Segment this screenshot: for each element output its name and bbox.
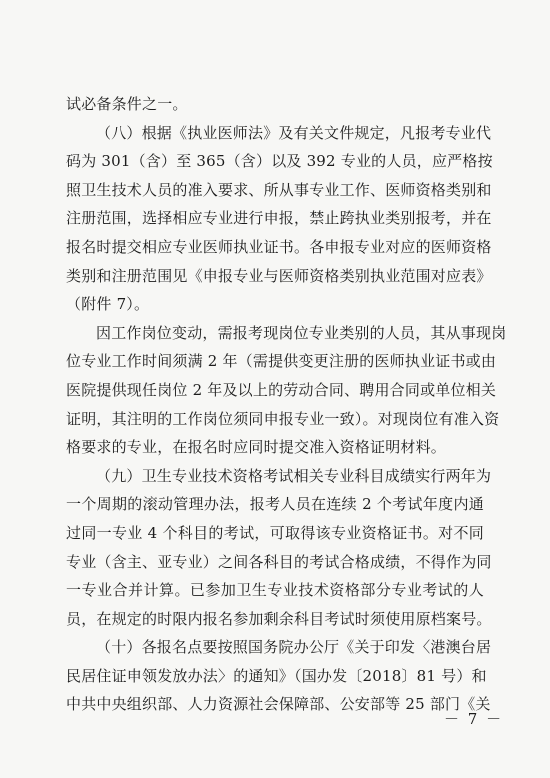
text-line: 医院提供现任岗位 2 年及以上的劳动合同、聘用合同或单位相关 bbox=[66, 380, 497, 399]
text-line: 码为 301（含）至 365（含）以及 392 专业的人员，应严格按 bbox=[66, 152, 493, 171]
text-line: 位专业工作时间须满 2 年（需提供变更注册的医师执业证书或由 bbox=[66, 352, 497, 371]
text-line: 员，在规定的时限内报名参加剩余科目考试时须使用原档案号。 bbox=[66, 609, 492, 628]
text-line: （附件 7）。 bbox=[66, 295, 150, 314]
text-line: 类别和注册范围见《申报专业与医师资格类别执业范围对应表》 bbox=[66, 266, 492, 285]
text-line: 一专业合并计算。已参加卫生专业技术资格部分专业考试的人 bbox=[66, 581, 484, 600]
text-line: 一个周期的滚动管理办法，报考人员在连续 2 个考试年度内通 bbox=[66, 495, 484, 514]
text-line: 照卫生技术人员的准入要求、所从事专业工作、医师资格类别和 bbox=[66, 180, 492, 199]
text-line: 专业（含主、亚专业）之间各科目的考试合格成绩，不得作为同 bbox=[66, 552, 492, 571]
body-text bbox=[66, 90, 507, 719]
text-line: 注册范围，选择相应专业进行申报，禁止跨执业类别报考，并在 bbox=[66, 209, 492, 228]
page-number: － 7 － bbox=[444, 710, 504, 728]
text-line: 试必备条件之一。 bbox=[66, 95, 188, 113]
text-line: 因工作岗位变动，需报考现岗位专业类别的人员，其从事现岗 bbox=[96, 323, 507, 342]
text-line: 过同一专业 4 个科目的考试，可取得该专业资格证书。对不同 bbox=[66, 523, 484, 542]
text-line: 民居住证申领发放办法〉的通知》（国办发〔2018〕81 号）和 bbox=[66, 666, 487, 685]
text-line: 格要求的专业，在报名时应同时提交准入资格证明材料。 bbox=[66, 438, 447, 457]
text-line: （九）卫生专业技术资格考试相关专业科目成绩实行两年为 bbox=[96, 466, 492, 485]
text-line: 中共中央组织部、人力资源社会保障部、公安部等 25 部门《关 bbox=[66, 695, 491, 714]
text-line: （十）各报名点要按照国务院办公厅《关于印发〈港澳台居 bbox=[96, 638, 492, 657]
text-line: 证明，其注明的工作岗位须同申报专业一致）。对现岗位有准入资 bbox=[66, 409, 500, 428]
text-line: 报名时提交相应专业医师执业证书。各申报专业对应的医师资格 bbox=[66, 237, 492, 256]
text-line: （八）根据《执业医师法》及有关文件规定，凡报考专业代 bbox=[96, 123, 492, 142]
